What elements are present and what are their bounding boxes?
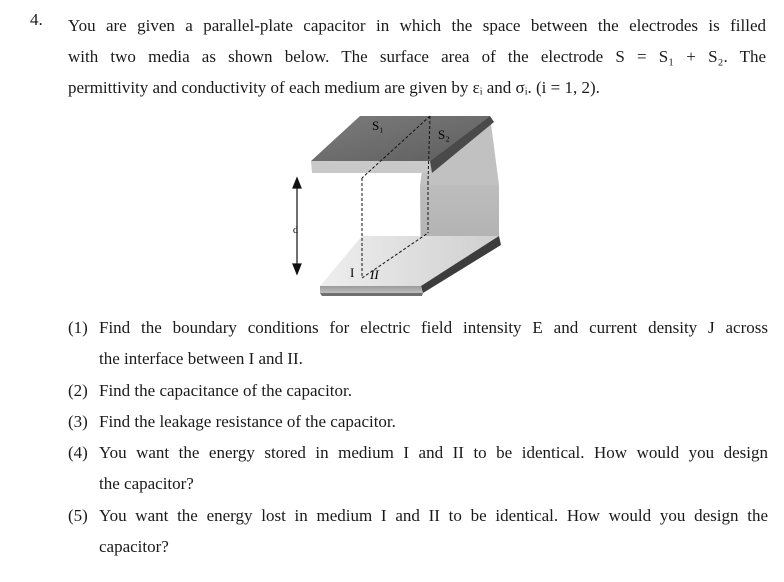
question-4 — [68, 437, 768, 499]
question-text-line: Find the leakage resistance of the capacitor. — [99, 412, 396, 431]
question-number: (4) — [68, 443, 88, 462]
question-2 — [68, 375, 768, 406]
label-region-2: II — [370, 267, 379, 282]
bottom-electrode-underside — [320, 293, 423, 296]
label-region-1: I — [350, 265, 355, 280]
question-5 — [68, 500, 768, 562]
question-number: (5) — [68, 506, 88, 525]
capacitor-diagram — [280, 108, 520, 306]
separation-label-d: d — [293, 225, 298, 236]
question-text-line: Find the boundary conditions for electric field intensity E and current density J across — [99, 318, 768, 337]
problem-statement — [68, 10, 766, 103]
problem-number: 4. — [30, 10, 43, 29]
top-electrode-front — [311, 161, 430, 173]
question-number: (3) — [68, 412, 88, 431]
label-s1: S₁ — [372, 118, 384, 133]
question-text-line: the interface between I and II. — [99, 349, 303, 368]
question-number: (2) — [68, 381, 88, 400]
question-text-line: Find the capacitance of the capacitor. — [99, 381, 352, 400]
question-text-line: the capacitor? — [99, 474, 194, 493]
capacitor-figure — [280, 108, 520, 306]
bottom-electrode-front — [320, 286, 423, 293]
statement-line: permittivity and conductivity of each medium are given by εᵢ and σᵢ. (i = 1, 2). — [68, 78, 600, 97]
label-s2: S₂ — [438, 127, 450, 142]
question-text-line: You want the energy stored in medium I and II to be identical. How would you design — [99, 443, 768, 462]
statement-line: You are given a parallel-plate capacitor in which the space between the electrodes is filled — [68, 16, 766, 35]
question-text-line: capacitor? — [99, 537, 169, 556]
statement-line: with two media as shown below. The surface area of the electrode S = S₁ + S₂. The — [68, 47, 766, 66]
question-number: (1) — [68, 318, 88, 337]
question-3 — [68, 406, 768, 437]
question-1 — [68, 312, 768, 374]
question-text-line: You want the energy lost in medium I and II to be identical. How would you design the — [99, 506, 768, 525]
